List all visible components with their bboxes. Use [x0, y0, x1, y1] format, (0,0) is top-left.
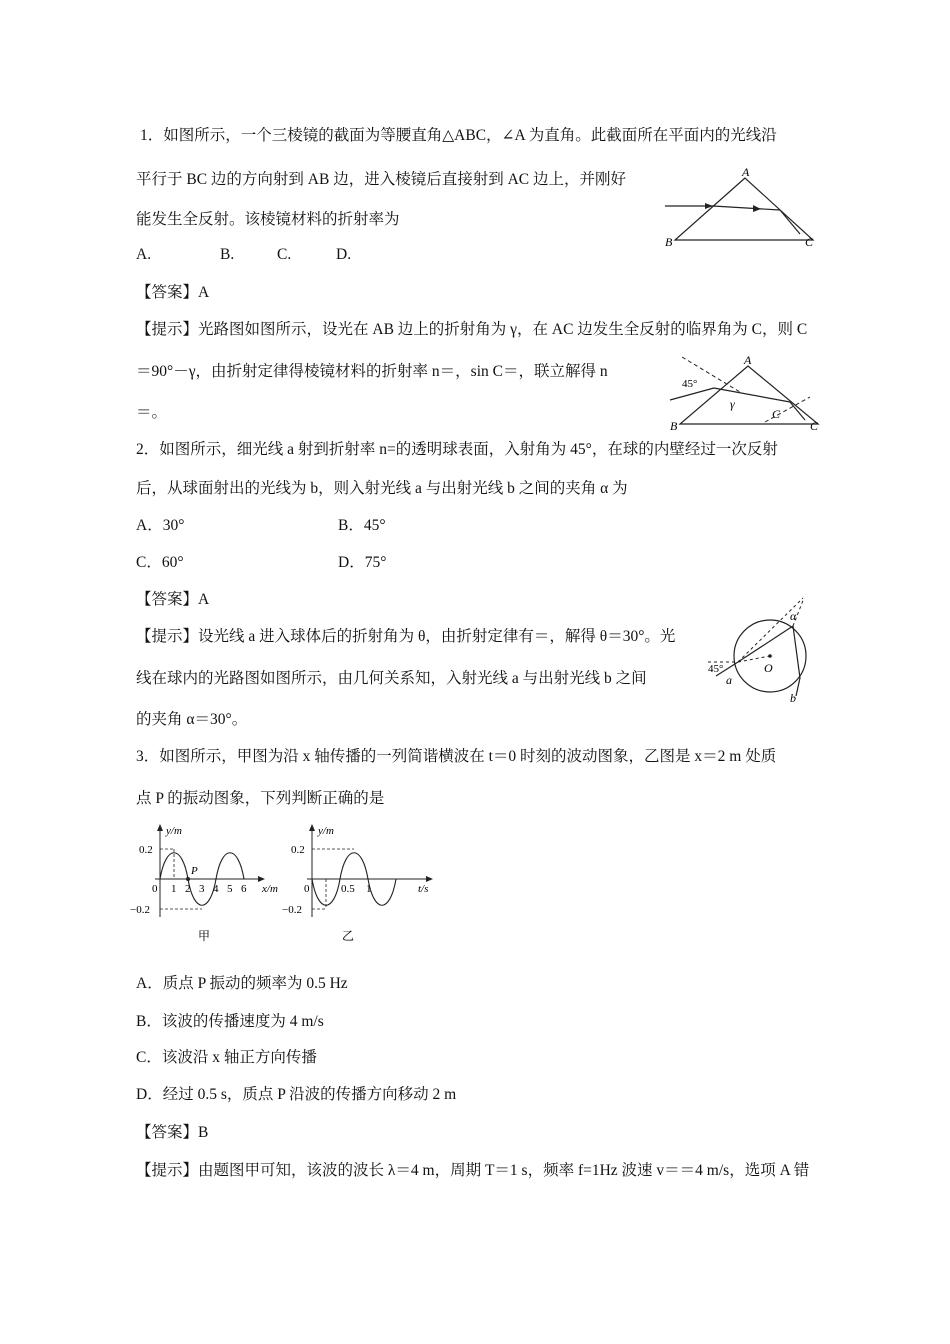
q3-option-c: C．该波沿 x 轴正方向传播 [136, 1049, 317, 1066]
q2-hint-line3: 的夹角 α＝30°。 [136, 711, 248, 728]
q3-line1: 3．如图所示，甲图为沿 x 轴传播的一列简谐横波在 t＝0 时刻的波动图象，乙图是 x＝2 m 处质 [136, 748, 777, 765]
q2-option-c: C．60° [136, 554, 184, 571]
gamma-label: γ [730, 397, 735, 411]
yi-tick-1: 1 [366, 883, 372, 895]
critical-angle-label: C [772, 407, 781, 421]
jia-tick-2: 2 [185, 883, 191, 895]
q2-answer: 【答案】A [136, 591, 210, 608]
graph-jia [130, 824, 278, 943]
graph-yi [282, 824, 433, 943]
prism2-label-b: B [670, 419, 678, 433]
jia-tick-4: 4 [213, 883, 219, 895]
sphere-figure [708, 598, 828, 708]
jia-x-axis-label: x/m [262, 883, 278, 895]
prism-label-a: A [742, 165, 750, 179]
q2-line2: 后，从球面射出的光线为 b，则入射光线 a 与出射光线 b 之间的夹角 α 为 [136, 480, 628, 497]
yi-y-axis-label: y/m [318, 825, 334, 837]
ray-a-label: a [726, 673, 732, 687]
q2-hint-line2: 线在球内的光路图如图所示，由几何关系知，入射光线 a 与出射光线 b 之间 [136, 670, 647, 687]
prism-label-b: B [665, 235, 673, 249]
q1-hint-line3: ＝。 [136, 404, 168, 421]
q2-hint-line1: 【提示】设光线 a 进入球体后的折射角为 θ，由折射定律有＝，解得 θ＝30°。光 [136, 628, 676, 645]
prism-label-c: C [805, 235, 814, 249]
wave-graphs-figure [130, 822, 440, 952]
q1-option-c: C. [277, 246, 292, 263]
alpha-label: α [790, 609, 797, 623]
jia-y-axis-label: y/m [166, 825, 182, 837]
prism2-label-a: A [744, 353, 752, 367]
prism-figure [665, 165, 825, 249]
q2-option-b: B．45° [338, 517, 386, 534]
q3-option-b: B．该波的传播速度为 4 m/s [136, 1013, 324, 1030]
ray-b-label: b [790, 691, 796, 705]
prism-light-path-figure [670, 352, 830, 432]
q3-option-d: D．经过 0.5 s，质点 P 沿波的传播方向移动 2 m [136, 1086, 457, 1103]
yi-tick-0: 0 [304, 883, 310, 895]
q1-hint-line1: 【提示】光路图如图所示，设光在 AB 边上的折射角为 γ，在 AC 边发生全反射的临界角为 C，则 C [136, 321, 808, 338]
sphere-center-label: O [764, 661, 773, 675]
q2-option-d: D．75° [338, 554, 387, 571]
jia-tick-3: 3 [199, 883, 205, 895]
jia-tick-neg0.2: −0.2 [130, 904, 150, 916]
q1-line2: 平行于 BC 边的方向射到 AB 边，进入棱镜后直接射到 AC 边上，并刚好 [136, 171, 626, 188]
q1-answer: 【答案】A [136, 284, 210, 301]
q1-line1: 1．如图所示，一个三棱镜的截面为等腰直角△ABC，∠A 为直角。此截面所在平面内的光线沿 [140, 127, 777, 144]
q1-option-b: B. [220, 246, 235, 263]
jia-caption: 甲 [198, 929, 211, 943]
point-p-label: P [191, 865, 198, 877]
jia-tick-0: 0 [152, 883, 158, 895]
q1-hint-line2: ＝90°－γ，由折射定律得棱镜材料的折射率 n＝，sin C＝，联立解得 n [136, 363, 608, 380]
q1-option-d: D. [336, 246, 352, 263]
yi-tick-0.5: 0.5 [341, 883, 355, 895]
jia-tick-5: 5 [227, 883, 233, 895]
yi-x-axis-label: t/s [418, 883, 429, 895]
jia-tick-1: 1 [171, 883, 177, 895]
yi-tick-0.2: 0.2 [291, 844, 305, 856]
angle-45-label: 45° [682, 378, 698, 390]
q3-line2: 点 P 的振动图象，下列判断正确的是 [136, 790, 385, 807]
jia-tick-0.2: 0.2 [139, 844, 153, 856]
q3-hint-line1: 【提示】由题图甲可知，该波的波长 λ＝4 m，周期 T＝1 s，频率 f=1Hz 波速 v＝＝4 m/s，选项 A 错 [136, 1162, 810, 1179]
q1-option-a: A. [136, 246, 152, 263]
q2-option-a: A．30° [136, 517, 185, 534]
q1-line3: 能发生全反射。该棱镜材料的折射率为 [136, 211, 400, 228]
prism2-label-c: C [810, 419, 819, 433]
q2-line1: 2．如图所示，细光线 a 射到折射率 n=的透明球表面，入射角为 45°，在球的内壁经过一次反射 [136, 441, 778, 458]
yi-tick-neg0.2: −0.2 [282, 904, 302, 916]
q3-option-a: A．质点 P 振动的频率为 0.5 Hz [136, 975, 348, 992]
sphere-angle-label: 45° [708, 663, 724, 675]
yi-caption: 乙 [342, 929, 355, 943]
jia-tick-6: 6 [241, 883, 247, 895]
q3-answer: 【答案】B [136, 1124, 209, 1141]
